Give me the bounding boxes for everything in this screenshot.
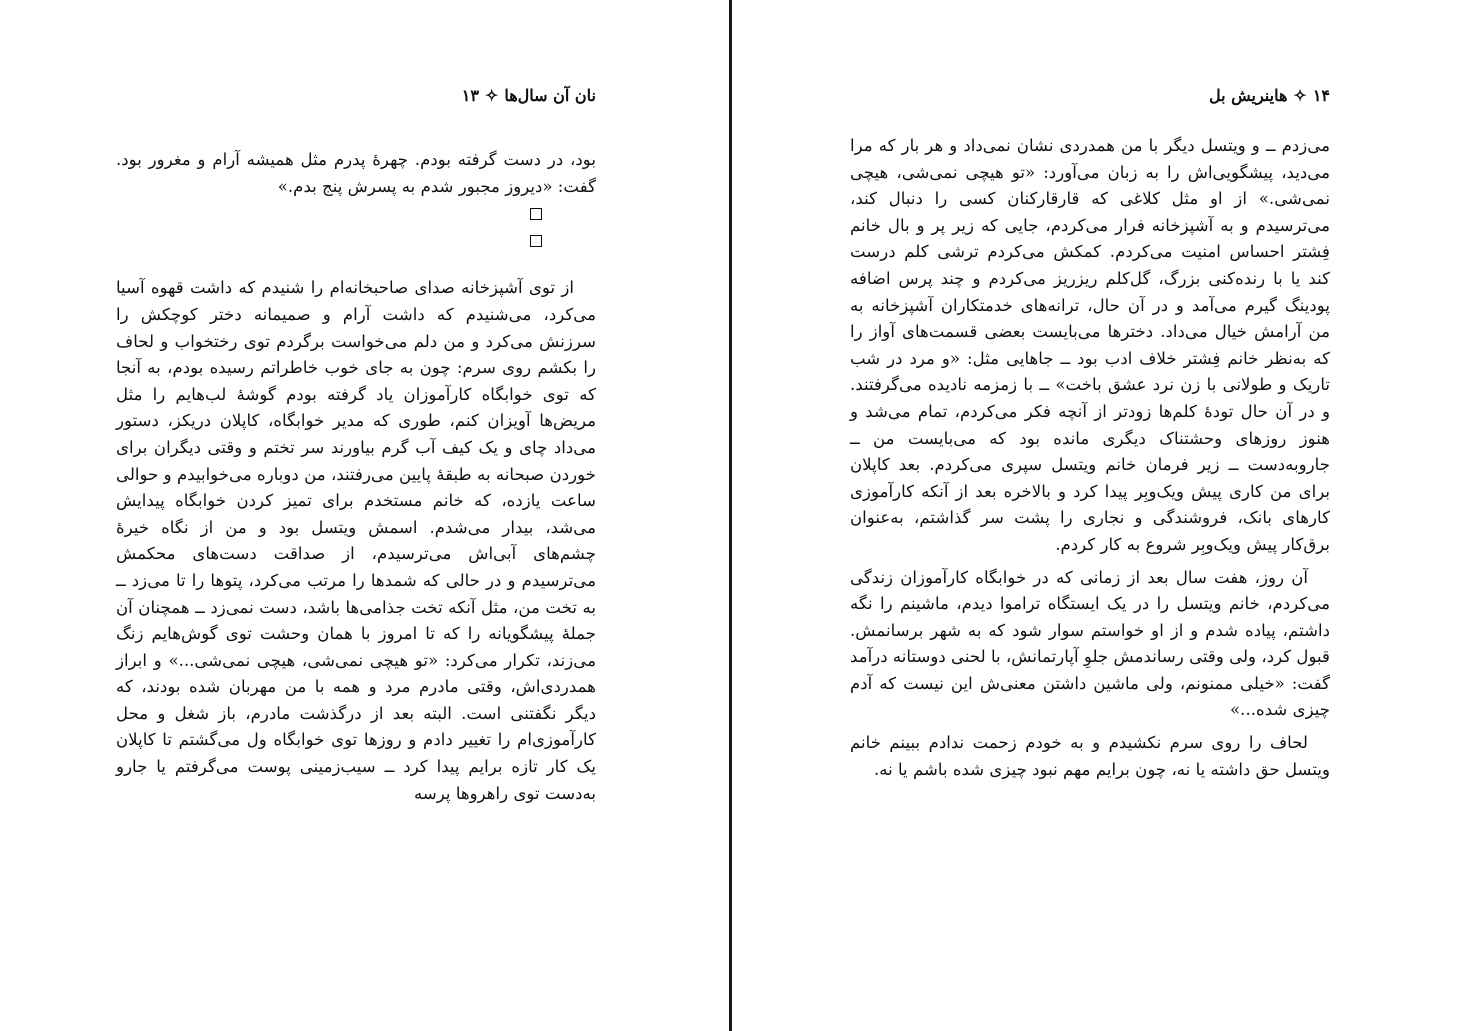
left-page [0, 0, 729, 1031]
paragraph: بود، در دست گرفته بودم. چهرهٔ پدرم مثل همیشه آرام و مغرور بود. گفت: «دیروز مجبور شدم به پسرش پنج بدم.» [116, 150, 596, 196]
section-break-mark [116, 227, 596, 254]
paragraph: از توی آشپزخانه صدای صاحبخانه‌ام را شنیدم که داشت قهوه آسیا می‌کرد، می‌شنیدم که داشت آرام و صمیمانه دختر کوچکش را سرزنش می‌کرد و من دلم می‌خواست برگردم توی رختخواب و لحاف را بکشم روی سرم: چون به جای خوب خاطراتم رسیده بودم، به آنجا که توی خوابگاه کارآموزان یاد گرفته بودم گوشهٔ لب‌هایم را مثل مریض‌ها آویزان کنم، طوری که مدیر خوابگاه، کاپلان دریکز، دستور می‌داد چای و یک کیف آب گرم بیاورند سر تختم و وقتی دیگران برای خوردن صبحانه به طبقهٔ پایین می‌رفتند، من دوباره می‌خوابیدم و حوالی ساعت یازده، که خانم مستخدم برای تمیز کردن خوابگاه پیدایش می‌شد، بیدار می‌شدم. اسمش ویتسل بود و من از نگاه خیرهٔ چشم‌های آبی‌اش می‌ترسیدم، از صداقت دست‌های محکمش می‌ترسیدم و در حالی که شمدها را مرتب می‌کرد، پتوها را تا می‌زد ــ به تخت من، مثل آنکه تخت جذامی‌ها باشد، دست نمی‌زد ــ همچنان آن جملهٔ پیشگویانه را که تا امروز با همان وحشت توی گوش‌هایم زنگ می‌زند، تکرار می‌کرد: «تو هیچی نمی‌شی، هیچی نمی‌شی...» و ابراز همدردی‌اش، وقتی مادرم مرد و همه با من مهربان شده بودند، که دیگر نگفتنی است. البته بعد از درگذشت مادرم، باز شغل و محل کارآموزی‌ام را تغییر دادم و روزها توی خوابگاه ول می‌گشتم تا کاپلان یک کار تازه برایم پیدا کرد ــ سیب‌زمینی پوست می‌گرفتم یا جارو به‌دست توی راهروها پرسه [116, 278, 596, 803]
paragraph: آن روز، هفت سال بعد از زمانی که در خوابگاه کارآموزان زندگی می‌کردم، خانم ویتسل را در یک ایستگاه تراموا دیدم، ماشینم را نگه داشتم، پیاده شدم و از او خواستم سوار شود که به شهر برسانمش. قبول کرد، ولی وقتی رساندمش جلوِ آپارتمانش، با لحنی دوستانه درآمد گفت: «خیلی ممنونم، ولی ماشین داشتن معنی‌ش این نیست که آدم چیزی شده...» [850, 567, 1330, 720]
right-header-author: هاینریش بل [1208, 86, 1288, 105]
square-icon [530, 235, 542, 247]
left-header-title: نان آن سال‌ها [504, 86, 596, 105]
left-page-number: ۱۳ [461, 86, 479, 105]
right-page-number: ۱۴ [1312, 86, 1330, 105]
left-text-column [116, 147, 596, 807]
square-icon [530, 208, 542, 220]
section-break-mark [116, 200, 596, 227]
right-text-column [850, 133, 1330, 783]
right-running-header [850, 86, 1330, 105]
right-page [732, 0, 1462, 1031]
header-separator-icon: ✧ [1293, 86, 1307, 105]
left-running-header [116, 86, 596, 105]
header-separator-icon: ✧ [484, 86, 499, 105]
paragraph: لحاف را روی سرم نکشیدم و به خودم زحمت ندادم ببینم خانم ویتسل حق داشته یا نه، چون برایم مهم نبود چیزی شده باشم یا نه. [850, 733, 1330, 779]
paragraph: می‌زدم ــ و ویتسل دیگر با من همدردی نشان نمی‌داد و هر بار که مرا می‌دید، پیشگویی‌اش را به زبان می‌آورد: «تو هیچی نمی‌شی، هیچی نمی‌شی.» از او مثل کلاغی که قارقارکنان کسی را دنبال کند، می‌ترسیدم و به آشپزخانه فرار می‌کردم، جایی که زیر پر و بال خانم فِشتر احساس امنیت می‌کردم. کمکش می‌کردم ترشی کلم درست کند یا با رنده‌کنی بزرگ، گل‌کلم ریزریز می‌کردم و چند پرس اضافه پودینگ گیرم می‌آمد و در آن حال، ترانه‌های خدمتکاران آشپزخانه به من آرامش خیال می‌داد. دخترها می‌بایست بعضی قسمت‌های آواز را که به‌نظر خانم فِشتر خلاف ادب بود ــ جاهایی مثل: «و مرد در شب تاریک و طولانی با زن نرد عشق باخت» ــ با زمزمه نادیده می‌گرفتند. و در آن حال تودهٔ کلم‌ها زودتر از آنچه فکر می‌کردم، تمام می‌شد و هنوز روزهای وحشتناک دیگری مانده بود که می‌بایست من ــ جاروبه‌دست ــ زیر فرمان خانم ویتسل سپری می‌کردم. بعد کاپلان برای من کاری پیش ویک‌وبِر پیدا کرد و بالاخره بعد از آنکه کارآموزی کارهای بانک، فروشندگی و نجاری را پشت سر گذاشتم، به‌عنوان برق‌کار پیش ویک‌وبِر شروع به کار کردم. [850, 136, 1330, 554]
